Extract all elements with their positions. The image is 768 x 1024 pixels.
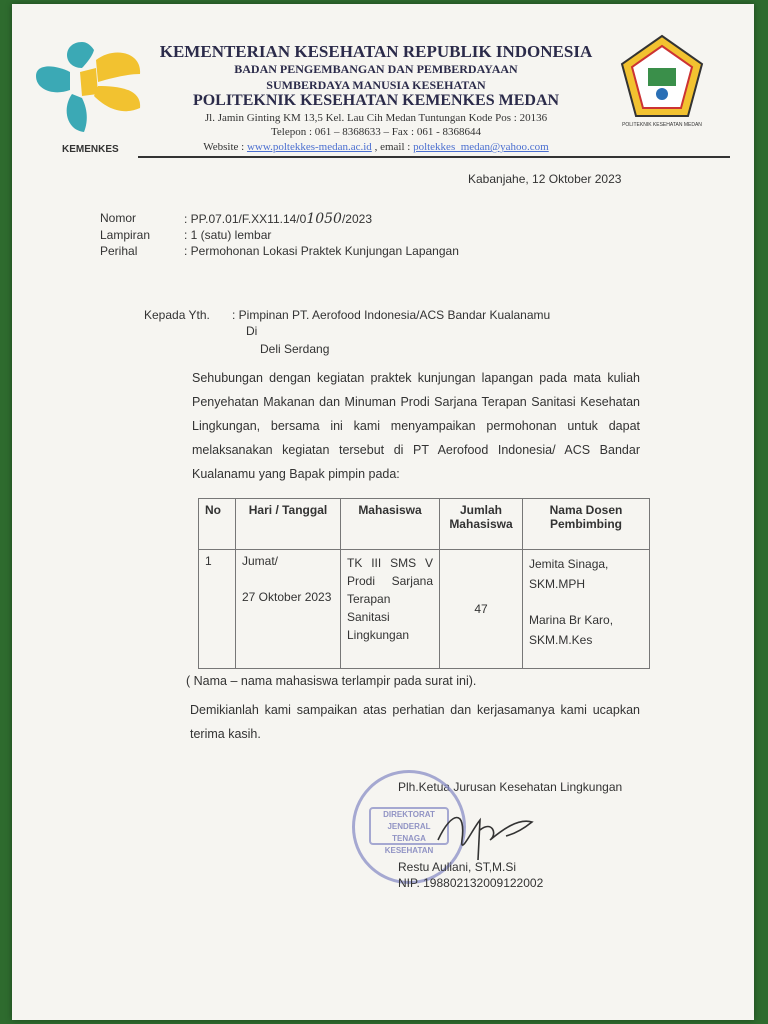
seal-caption: POLITEKNIK KESEHATAN MEDAN [622, 122, 702, 128]
table-header-row [199, 499, 650, 550]
official-stamp: DIREKTORAT JENDERAL TENAGA KESEHATAN [352, 770, 466, 884]
signatory-title: Plh.Ketua Jurusan Kesehatan Lingkungan [398, 780, 623, 794]
col-students: Mahasiswa [341, 499, 440, 550]
website-label: Website : [203, 141, 247, 153]
agency-line1: BADAN PENGEMBANGAN DAN PEMBERDAYAAN [234, 62, 518, 76]
recipient-location: Deli Serdang [260, 342, 330, 356]
lampiran-value: : 1 (satu) lembar [184, 228, 272, 242]
poltekkes-seal-icon [616, 32, 708, 124]
body-paragraph: Sehubungan dengan kegiatan praktek kunjungan lapangan pada mata kuliah Penyehatan Makanan dan Minuman Prodi Sarjana Terapan Sanitasi Kesehatan Lingkungan, bersama ini kami menyampaikan permohonan untuk dapat melaksanakan kegiatan tersebut di PT Aerofood Indonesia/ ACS Bandar Kualanamu yang Bapak pimpin pada: [192, 371, 640, 481]
email-label: , email : [371, 141, 414, 153]
phone-line: Telepon : 061 – 8368633 – Fax : 061 - 8368644 [270, 126, 482, 138]
col-lecturer: Nama Dosen Pembimbing [523, 499, 650, 550]
col-no: No [199, 499, 236, 550]
letter-page [12, 4, 754, 1020]
lampiran-label: Lampiran [100, 228, 151, 242]
nomor-handwritten: 1050 [306, 211, 342, 227]
nomor-label: Nomor [100, 211, 137, 225]
ministry-title: KEMENTERIAN KESEHATAN REPUBLIK INDONESIA [159, 42, 593, 61]
kemenkes-logo-icon [32, 38, 152, 138]
place-date: Kabanjahe, 12 Oktober 2023 [468, 172, 622, 186]
email-link[interactable]: poltekkes_medan@yahoo.com [413, 141, 549, 153]
website-link[interactable]: www.poltekkes-medan.ac.id [246, 141, 372, 153]
col-count: Jumlah Mahasiswa [440, 499, 523, 550]
cell-count: 47 [440, 550, 523, 669]
logo-caption: KEMENKES [62, 144, 119, 155]
signatory-nip: NIP. 198802132009122002 [398, 876, 544, 890]
table-row [199, 550, 650, 669]
attachment-note: ( Nama – nama mahasiswa terlampir pada surat ini). [186, 674, 477, 688]
recipient: : Pimpinan PT. Aerofood Indonesia/ACS Bandar Kualanamu [232, 308, 551, 322]
institution-title: POLITEKNIK KESEHATAN KEMENKES MEDAN [192, 92, 560, 109]
perihal-value: : Permohonan Lokasi Praktek Kunjungan Lapangan [184, 244, 459, 258]
contact-line [146, 141, 606, 153]
address-line: Jl. Jamin Ginting KM 13,5 Kel. Lau Cih Medan Tuntungan Kode Pos : 20136 [204, 112, 548, 124]
nomor-value: : PP.07.01/F.XX11.14/01050/2023 [184, 211, 372, 227]
di-label: Di [246, 324, 258, 338]
kepada-label: Kepada Yth. [144, 308, 210, 322]
col-date: Hari / Tanggal [236, 499, 341, 550]
perihal-label: Perihal [100, 244, 138, 258]
closing-paragraph: Demikianlah kami sampaikan atas perhatian dan kerjasamanya kami ucapkan terima kasih. [190, 703, 640, 741]
visit-schedule-table [198, 498, 650, 669]
signatory-name: Restu Auliani, ST,M.Si [398, 860, 517, 874]
cell-date: Jumat/ 27 Oktober 2023 [236, 550, 341, 669]
agency-line2: SUMBERDAYA MANUSIA KESEHATAN [266, 78, 486, 92]
cell-students: TK III SMS V Prodi Sarjana Terapan Sanitasi Lingkungan [341, 550, 440, 669]
letterhead-divider [138, 156, 730, 158]
signature-scribble-icon [432, 800, 542, 864]
cell-lecturer: Jemita Sinaga, SKM.MPH Marina Br Karo, SKM.M.Kes [523, 550, 650, 669]
cell-no: 1 [199, 550, 236, 669]
